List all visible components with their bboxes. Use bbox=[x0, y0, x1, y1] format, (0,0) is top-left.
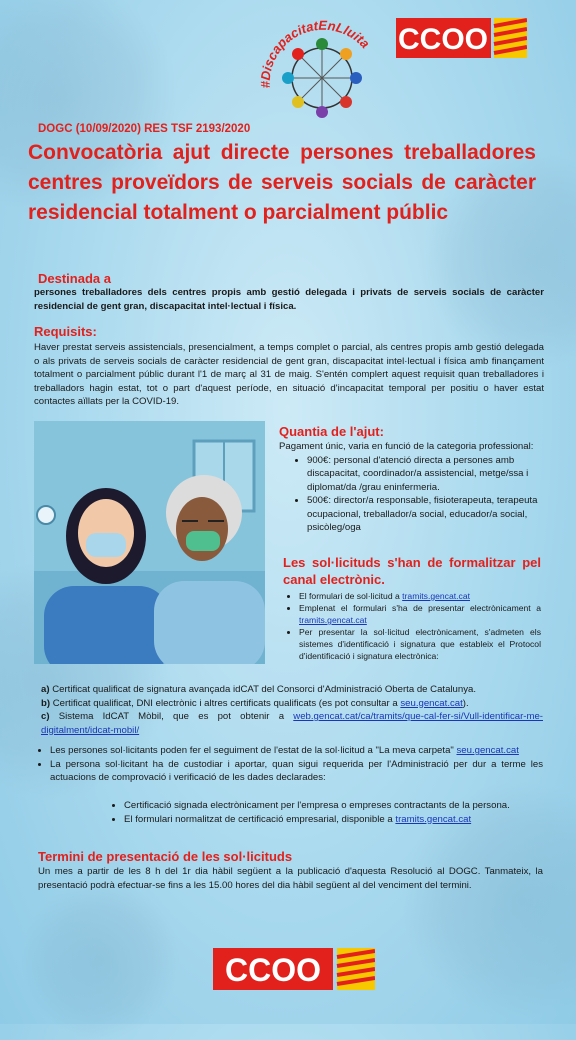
list-item: • Les persones sol·licitants poden fer el seguiment de l'estat de la sol·licitud a "La meva carpeta" seu.gencat.cat bbox=[50, 744, 543, 758]
certificat-b: b) Certificat qualificat, DNI electrònic i altres certificats qualificats (es pot consultar a seu.gencat.cat). bbox=[41, 697, 469, 709]
idcat-mobil-link[interactable]: web.gencat.cat/ca/tramits/que-cal-fer-si/Vull-identificar-me-digitalment/idcat-mobil/ bbox=[41, 711, 543, 736]
termini-heading: Termini de presentació de les sol·licituds bbox=[38, 849, 293, 864]
destinada-text: persones treballadores dels centres propis amb gestió delegada i privats de serveis socials de caràcter residencial de gent gran, discapacitat intel·lectual i física. bbox=[34, 287, 544, 312]
requisits-text: Haver prestat serveis assistencials, presencialment, a temps complet o parcial, als centres propis amb gestió delegada o als privats de serveis socials de caràcter residencial de gent gran, discapacitat intel·lectual i física amb finançament totalment o parcialment públic durant l'1 de març al 31 de maig. S'entén complert aquest requisit quan treballadores i treballadors hagin estat, tot o part d'aquest període, en situació d'incapacitat temporal per positiu o haver estat contactes aïllats per la COVID-19. bbox=[34, 342, 544, 407]
quantia-item: • 900€: personal d'atenció directa a persones amb discapacitat, coordinador/a assistencial, metge/ssa i diplomat/da /grau eninfermeria. bbox=[307, 454, 541, 495]
seguiment-section bbox=[34, 744, 543, 785]
requisits-heading: Requisits: bbox=[34, 324, 97, 339]
list-item: • Emplenat el formulari s'ha de presentar electrònicament a tramits.gencat.cat bbox=[299, 602, 541, 626]
certificat-a: a) Certificat qualificat de signatura avançada idCAT del Consorci d'Administració Oberta de Catalunya. bbox=[41, 684, 477, 695]
ccoo-wordmark: CCOO bbox=[225, 952, 321, 988]
list-item: • La persona sol·licitant ha de custodiar i aportar, quan sigui requerida per l'Administració per dur a terme les actuacions de comprovació i verificació de les dades declarades: bbox=[50, 758, 543, 785]
healthcare-workers-illustration bbox=[34, 421, 265, 664]
list-item: • Certificació signada electrònicament per l'empresa o empreses contractants de la persona. bbox=[124, 799, 543, 813]
quantia-intro: Pagament únic, varia en funció de la categoria professional: bbox=[279, 441, 534, 452]
quantia-item: • 500€: director/a responsable, fisioterapeuta, terapeuta ocupacional, treballador/a social, educador/a social, psicòleg/oga bbox=[307, 494, 541, 535]
tramits-link[interactable]: tramits.gencat.cat bbox=[395, 813, 472, 825]
dogc-reference: DOGC (10/09/2020) RES TSF 2193/2020 bbox=[38, 123, 251, 135]
page-title: Convocatòria ajut directe persones treballadores centres proveïdors de serveis socials de caràcter residencial totalment o parcialment públic bbox=[28, 141, 536, 224]
tramits-link[interactable]: tramits.gencat.cat bbox=[299, 615, 367, 625]
seu-link[interactable]: seu.gencat.cat bbox=[456, 745, 519, 756]
campaign-hashtag: #DiscapacitatEnLluita bbox=[258, 17, 373, 89]
tramits-link[interactable]: tramits.gencat.cat bbox=[402, 591, 470, 601]
certificats-section bbox=[41, 683, 543, 737]
destinada-heading: Destinada a bbox=[38, 271, 111, 286]
seu-link[interactable]: seu.gencat.cat bbox=[400, 697, 463, 709]
termini-text: Un mes a partir de les 8 h del 1r dia hàbil següent a la publicació d'aquesta Resolució al DOGC. Tanmateix, la presentació podrà efectuar-se fins a les 15.00 hores del dia hàbil següent al del venciment del termini. bbox=[38, 866, 543, 891]
quantia-section bbox=[279, 440, 541, 535]
certificat-c: c) Sistema IdCAT Mòbil, que es pot obtenir a web.gencat.cat/ca/tramits/que-cal-fer-si/Vull-identificar-me-digitalment/idcat-mobil/ bbox=[41, 711, 543, 736]
quantia-heading: Quantia de l'ajut: bbox=[279, 424, 384, 439]
documents-list bbox=[108, 799, 543, 826]
sollicituds-heading: Les sol·licituds s'han de formalitzar pel canal electrònic. bbox=[283, 555, 541, 587]
sollicituds-list bbox=[283, 590, 541, 662]
list-item: • El formulari normalitzat de certificació empresarial, disponible a tramits.gencat.cat bbox=[124, 813, 543, 827]
virus-decoration bbox=[20, 880, 180, 1040]
list-item: • Per presentar la sol·licitud electrònicament, s'admeten els sistemes d'identificació i signatura que estableix el Protocol d'identificació i signatura electrònica: bbox=[299, 626, 541, 662]
ccoo-wordmark: CCOO bbox=[398, 23, 488, 56]
campaign-logo bbox=[258, 8, 386, 126]
list-item: • El formulari de sol·licitud a tramits.gencat.cat bbox=[299, 590, 541, 602]
destinada-section bbox=[38, 271, 544, 286]
ccoo-logo bbox=[213, 948, 375, 990]
ccoo-logo bbox=[396, 18, 527, 58]
